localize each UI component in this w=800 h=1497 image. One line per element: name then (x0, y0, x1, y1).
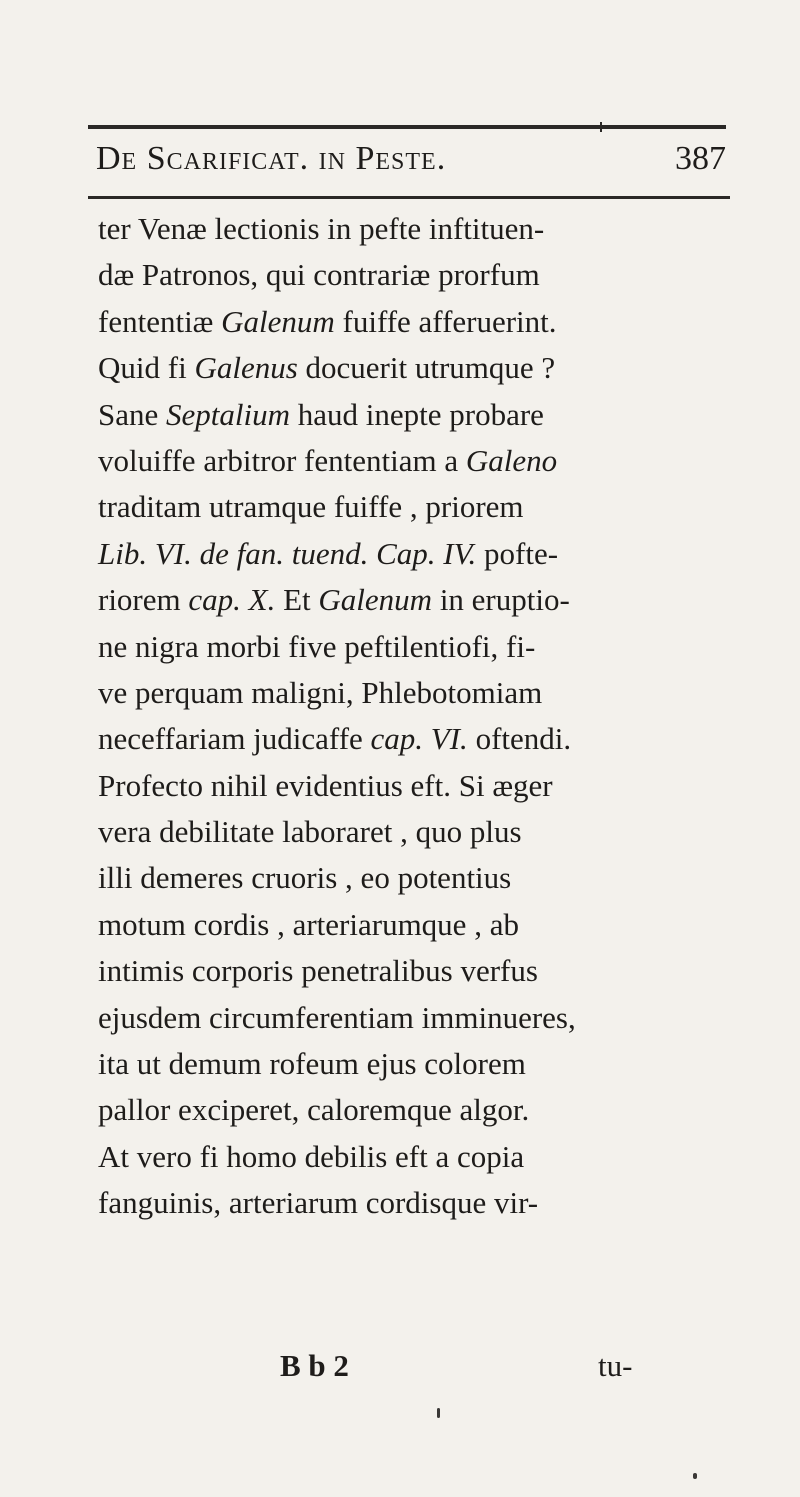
text-run: pallor exciperet, caloremque algor. (98, 1092, 530, 1128)
text-run: vera debilitate laboraret , quo plus (98, 814, 522, 850)
text-run: docuerit utrumque ? (297, 350, 556, 386)
text-run: Galenum (318, 582, 433, 618)
text-run: cap. X. (188, 582, 276, 618)
text-line (98, 392, 738, 438)
text-run: cap. VI. (370, 721, 468, 757)
text-run: ter Venæ lectionis in pefte inftituen- (98, 211, 545, 246)
top-rule (88, 125, 726, 129)
text-run: ita ut demum rofeum ejus colorem (98, 1046, 526, 1082)
text-line (98, 1134, 738, 1180)
text-line (98, 809, 738, 855)
text-line (98, 438, 738, 484)
text-line (98, 716, 738, 762)
paper-speck (437, 1408, 440, 1418)
text-line (98, 206, 738, 252)
text-line (98, 763, 738, 809)
body-text (98, 206, 738, 1227)
signature-mark: B b 2 (280, 1348, 349, 1383)
running-title: De Scarificat. in Peste. (96, 140, 447, 177)
text-line (98, 252, 738, 298)
text-line (98, 299, 738, 345)
text-run: Galenum (221, 303, 335, 339)
text-run: fanguinis, arteriarum cordisque vir- (98, 1185, 539, 1221)
text-line (98, 1041, 738, 1087)
text-line (98, 624, 738, 670)
text-run: ejusdem circumferentiam imminueres, (98, 999, 576, 1035)
text-run: neceffariam judicaffe (98, 721, 371, 757)
text-run: oftendi. (467, 721, 572, 757)
text-run: Et (275, 582, 319, 618)
text-run: illi demeres cruoris , eo potentius (98, 860, 512, 896)
catchword: tu- (598, 1348, 633, 1383)
text-run: At vero fi homo debilis eft a copia (98, 1138, 525, 1174)
text-line (98, 484, 738, 530)
text-run: Lib. VI. de fan. tuend. Cap. IV. (98, 535, 477, 571)
text-line (98, 995, 738, 1041)
page-number: 387 (675, 140, 726, 177)
text-line (98, 948, 738, 994)
text-run: ne nigra morbi five peftilentiofi, fi- (98, 628, 536, 664)
text-line (98, 577, 738, 623)
text-line (98, 1087, 738, 1133)
text-run: Sane (98, 396, 167, 432)
text-run: voluiffe arbitror fententiam a (98, 442, 466, 478)
text-run: fuiffe afferuerint. (334, 303, 557, 339)
page-footer (98, 1348, 738, 1394)
text-run: in eruptio- (432, 582, 570, 618)
text-line (98, 345, 738, 391)
text-run: fententiæ (98, 303, 222, 339)
text-run: haud inepte probare (290, 396, 544, 432)
text-run: traditam utramque fuiffe , priorem (98, 489, 524, 525)
text-run: motum cordis , arteriarumque , ab (98, 906, 519, 942)
text-line (98, 531, 738, 577)
header-rule (88, 196, 730, 199)
page-header (96, 140, 726, 190)
text-line (98, 855, 738, 901)
top-rule-tick (600, 122, 602, 132)
paper-speck (693, 1473, 697, 1479)
text-run: Septalium (166, 396, 291, 432)
text-line (98, 1180, 738, 1226)
text-line (98, 902, 738, 948)
text-line (98, 670, 738, 716)
text-run: riorem (98, 582, 189, 618)
text-run: dæ Patronos, qui contrariæ prorfum (98, 257, 540, 293)
text-run: Galenus (194, 350, 298, 386)
text-run: Profecto nihil evidentius eft. Si æger (98, 767, 553, 803)
text-run: Galeno (465, 442, 558, 478)
text-run: ve perquam maligni, Phlebotomiam (98, 674, 543, 710)
text-run: Quid fi (98, 350, 195, 386)
text-run: pofte- (476, 535, 559, 571)
text-run: intimis corporis penetralibus verfus (98, 953, 538, 989)
